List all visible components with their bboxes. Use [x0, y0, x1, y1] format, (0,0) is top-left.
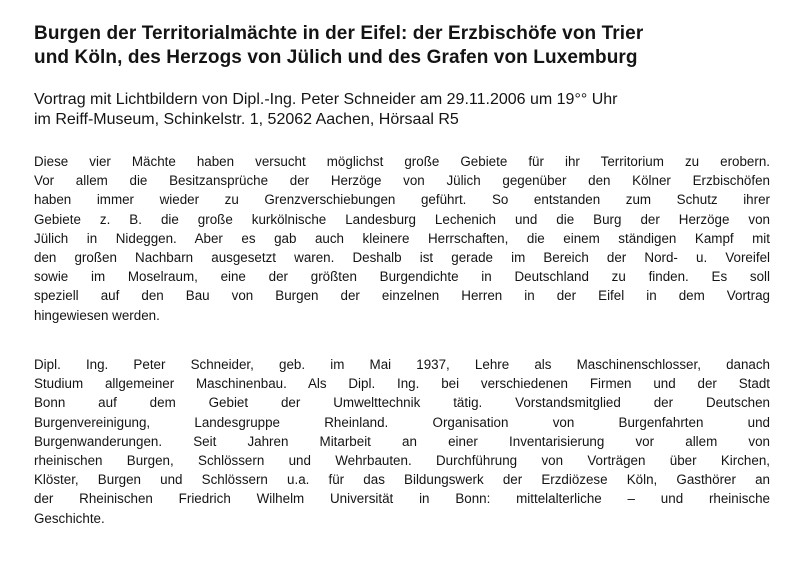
lecture-info: [34, 90, 779, 130]
paragraph-line: Diese vier Mächte haben versucht möglichst große Gebiete für ihr Territorium zu erobern.: [34, 154, 770, 169]
document-title: [34, 22, 774, 70]
paragraph-line: den großen Nachbarn ausgesetzt waren. Deshalb ist gerade im Bereich der Nord- u. Voreifel: [34, 250, 770, 266]
paragraph-line: hingewiesen werden.: [34, 307, 160, 323]
paragraph-line: speziell auf den Bau von Burgen der einzelnen Herren in der Eifel in dem Vortrag: [34, 288, 770, 304]
paragraph-line: Gebiete z. B. die große kurkölnische Landesburg Lechenich und die Burg der Herzöge von: [34, 211, 770, 227]
paragraph-line: Vor allem die Besitzansprüche der Herzöge von Jülich gegenüber den Kölner Erzbischöfen: [34, 173, 770, 189]
lecture-description: [34, 152, 770, 325]
title-line: Burgen der Territorialmächte in der Eifel: der Erzbischöfe von Trier: [34, 23, 644, 44]
title-line: und Köln, des Herzogs von Jülich und des Grafen von Luxemburg: [34, 47, 638, 68]
paragraph-line: Jülich in Nideggen. Aber es gab auch kleinere Herrschaften, die einem ständigen Kampf mit: [34, 230, 770, 246]
paragraph-line: sowie im Moselraum, eine der größten Burgendichte in Deutschland zu finden. Es soll: [34, 269, 770, 285]
paragraph-line: Geschichte.: [34, 510, 105, 526]
paragraph-line: Studium allgemeiner Maschinenbau. Als Dipl. Ing. bei verschiedenen Firmen und der Stadt: [34, 376, 770, 392]
speaker-biography: [34, 355, 770, 528]
lecture-info-line: im Reiff-Museum, Schinkelstr. 1, 52062 Aachen, Hörsaal R5: [34, 111, 459, 128]
paragraph-line: Bonn auf dem Gebiet der Umwelttechnik tätig. Vorstandsmitglied der Deutschen: [34, 395, 770, 411]
paragraph-line: Burgenvereinigung, Landesgruppe Rheinland. Organisation von Burgenfahrten und: [34, 414, 770, 430]
lecture-info-line: Vortrag mit Lichtbildern von Dipl.-Ing. Peter Schneider am 29.11.2006 um 19°° Uhr: [34, 91, 618, 108]
paragraph-line: Dipl. Ing. Peter Schneider, geb. im Mai 1937, Lehre als Maschinenschlosser, danach: [34, 357, 770, 372]
paragraph-line: haben immer wieder zu Grenzverschiebungen geführt. So entstanden zum Schutz ihrer: [34, 192, 770, 208]
paragraph-line: Klöster, Burgen und Schlössern u.a. für das Bildungswerk der Erzdiözese Köln, Gasthörer an: [34, 472, 770, 488]
paragraph-line: Burgenwanderungen. Seit Jahren Mitarbeit an einer Inventarisierung vor allem von: [34, 433, 770, 449]
paragraph-line: rheinischen Burgen, Schlössern und Wehrbauten. Durchführung von Vorträgen über Kirchen,: [34, 453, 770, 469]
paragraph-line: der Rheinischen Friedrich Wilhelm Universität in Bonn: mittelalterliche – und rheinische: [34, 491, 770, 507]
